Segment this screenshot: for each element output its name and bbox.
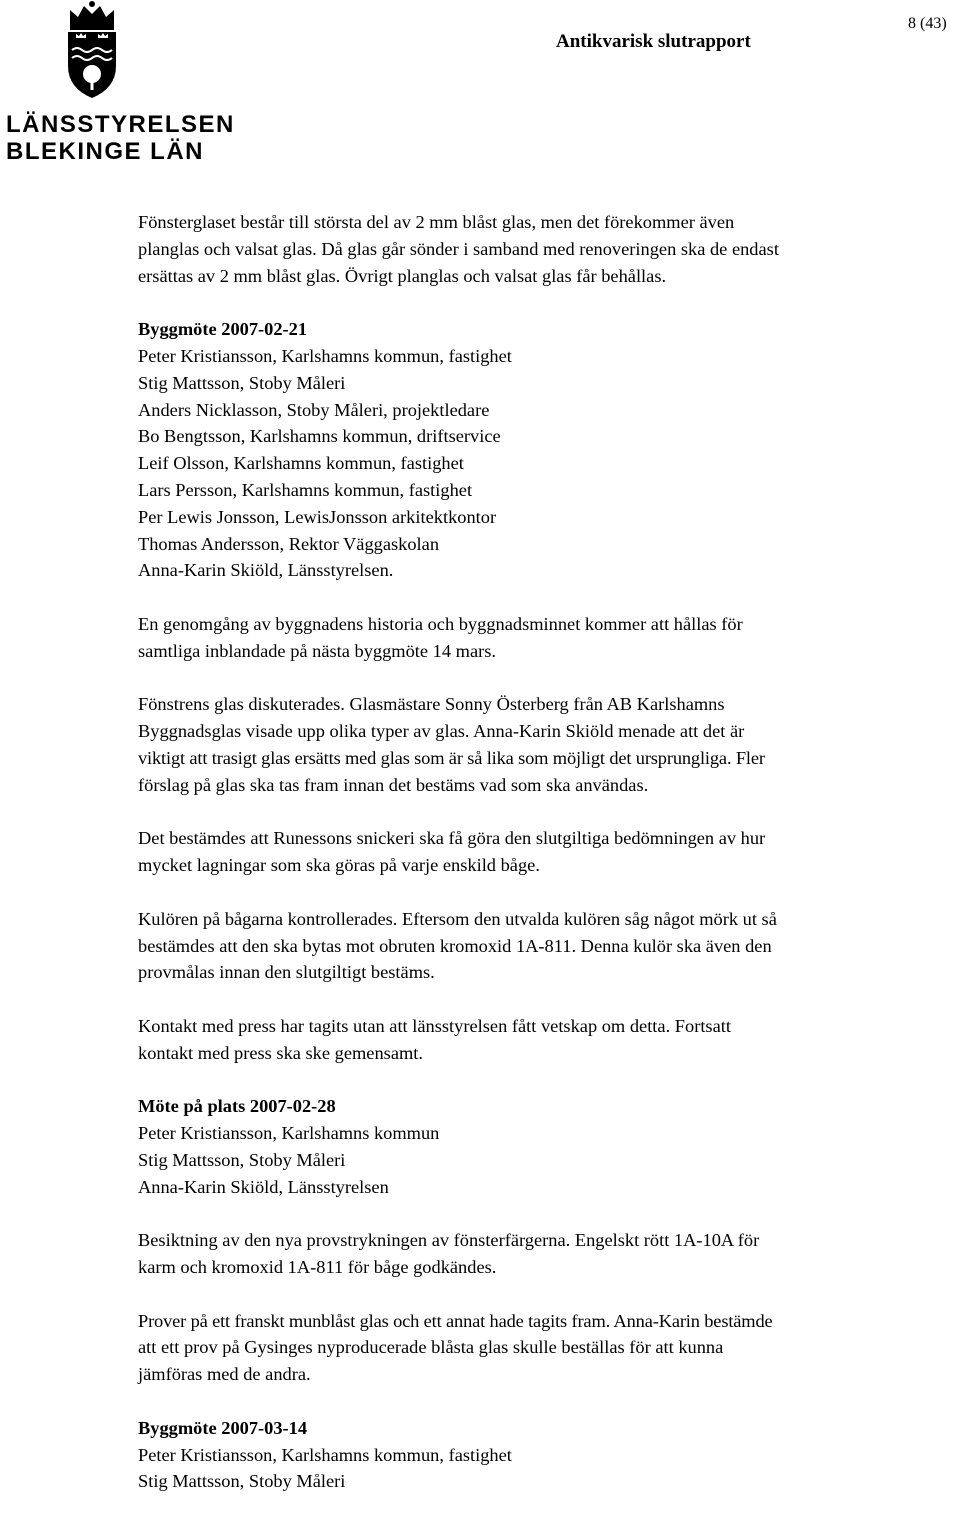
meeting-section: [138, 1093, 956, 1200]
paragraph: [138, 1227, 956, 1281]
paragraph: [138, 691, 956, 798]
attendee-line: Lars Persson, Karlshamns kommun, fastighet: [138, 479, 473, 500]
paragraph: [138, 906, 956, 986]
text-line: Kulören på bågarna kontrollerades. Eftersom den utvalda kulören såg något mörk ut så: [138, 908, 777, 929]
text-line: provmålas innan den slutgiltigt bestäms.: [138, 962, 435, 983]
text-line: Det bestämdes att Runessons snickeri ska få göra den slutgiltiga bedömningen av hur: [138, 828, 766, 849]
text-line: viktigt att trasigt glas ersätts med glas som är så lika som möjligt det ursprungliga. Fler: [138, 747, 765, 768]
text-line: bestämdes att den ska bytas mot obruten kromoxid 1A-811. Denna kulör ska även den: [138, 935, 772, 956]
meeting-heading: Möte på plats 2007-02-28: [138, 1096, 336, 1117]
text-line: karm och kromoxid 1A-811 för båge godkändes.: [138, 1257, 497, 1278]
meeting-heading: Byggmöte 2007-02-21: [138, 319, 308, 340]
text-line: Byggnadsglas visade upp olika typer av glas. Anna-Karin Skiöld menade att det är: [138, 721, 745, 742]
attendee-line: Leif Olsson, Karlshamns kommun, fastighet: [138, 453, 464, 474]
text-line: planglas och valsat glas. Då glas går sönder i samband med renoveringen ska de endast: [138, 238, 779, 259]
text-line: kontakt med press ska ske gemensamt.: [138, 1042, 423, 1063]
attendee-line: Stig Mattsson, Stoby Måleri: [138, 1471, 346, 1492]
attendee-line: Anna-Karin Skiöld, Länsstyrelsen: [138, 1176, 389, 1197]
attendee-line: Peter Kristiansson, Karlshamns kommun, fastighet: [138, 1444, 512, 1465]
lansstyrelsen-logo: [0, 0, 235, 170]
intro-paragraph: [138, 209, 956, 289]
paragraph: [138, 825, 956, 879]
text-line: förslag på glas ska tas fram innan det bestäms vad som ska användas.: [138, 774, 649, 795]
text-line: Fönstrens glas diskuterades. Glasmästare Sonny Österberg från AB Karlshamns: [138, 694, 725, 715]
text-line: Prover på ett franskt munblåst glas och ett annat hade tagits fram. Anna-Karin bestämde: [138, 1310, 773, 1331]
page-number: 8 (43): [908, 15, 947, 32]
text-line: Besiktning av den nya provstrykningen av fönsterfärgerna. Engelskt rött 1A-10A för: [138, 1230, 760, 1251]
attendee-line: Anders Nicklasson, Stoby Måleri, projektledare: [138, 399, 490, 420]
attendee-line: Peter Kristiansson, Karlshamns kommun: [138, 1123, 440, 1144]
attendee-line: Bo Bengtsson, Karlshamns kommun, driftservice: [138, 426, 501, 447]
org-name-line2: BLEKINGE LÄN: [6, 138, 204, 165]
meeting-section: [138, 316, 956, 584]
text-line: jämföras med de andra.: [138, 1364, 311, 1385]
paragraph: [138, 611, 956, 665]
attendee-line: Stig Mattsson, Stoby Måleri: [138, 372, 346, 393]
attendee-line: Stig Mattsson, Stoby Måleri: [138, 1149, 346, 1170]
attendee-line: Peter Kristiansson, Karlshamns kommun, fastighet: [138, 345, 512, 366]
text-line: ersättas av 2 mm blåst glas. Övrigt planglas och valsat glas får behållas.: [138, 265, 667, 286]
crown-shield-emblem-icon: [62, 0, 122, 100]
org-name-line1: LÄNSSTYRELSEN: [6, 111, 235, 138]
document-body: [138, 209, 956, 1522]
text-line: En genomgång av byggnadens historia och byggnadsminnet kommer att hållas för: [138, 613, 743, 634]
report-title: Antikvarisk slutrapport: [556, 31, 751, 52]
meeting-heading: Byggmöte 2007-03-14: [138, 1417, 308, 1438]
attendee-line: Anna-Karin Skiöld, Länsstyrelsen.: [138, 560, 394, 581]
attendee-line: Per Lewis Jonsson, LewisJonsson arkitektkontor: [138, 506, 497, 527]
text-line: mycket lagningar som ska göras på varje enskild båge.: [138, 855, 540, 876]
attendee-line: Thomas Andersson, Rektor Väggaskolan: [138, 533, 440, 554]
text-line: Kontakt med press har tagits utan att länsstyrelsen fått vetskap om detta. Fortsatt: [138, 1015, 731, 1036]
paragraph: [138, 1308, 956, 1388]
text-line: att ett prov på Gysinges nyproducerade blåsta glas skulle beställas för att kunna: [138, 1337, 724, 1358]
text-line: Fönsterglaset består till största del av 2 mm blåst glas, men det förekommer även: [138, 212, 735, 232]
meeting-section: [138, 1415, 956, 1495]
text-line: samtliga inblandade på nästa byggmöte 14 mars.: [138, 640, 497, 661]
paragraph: [138, 1013, 956, 1067]
